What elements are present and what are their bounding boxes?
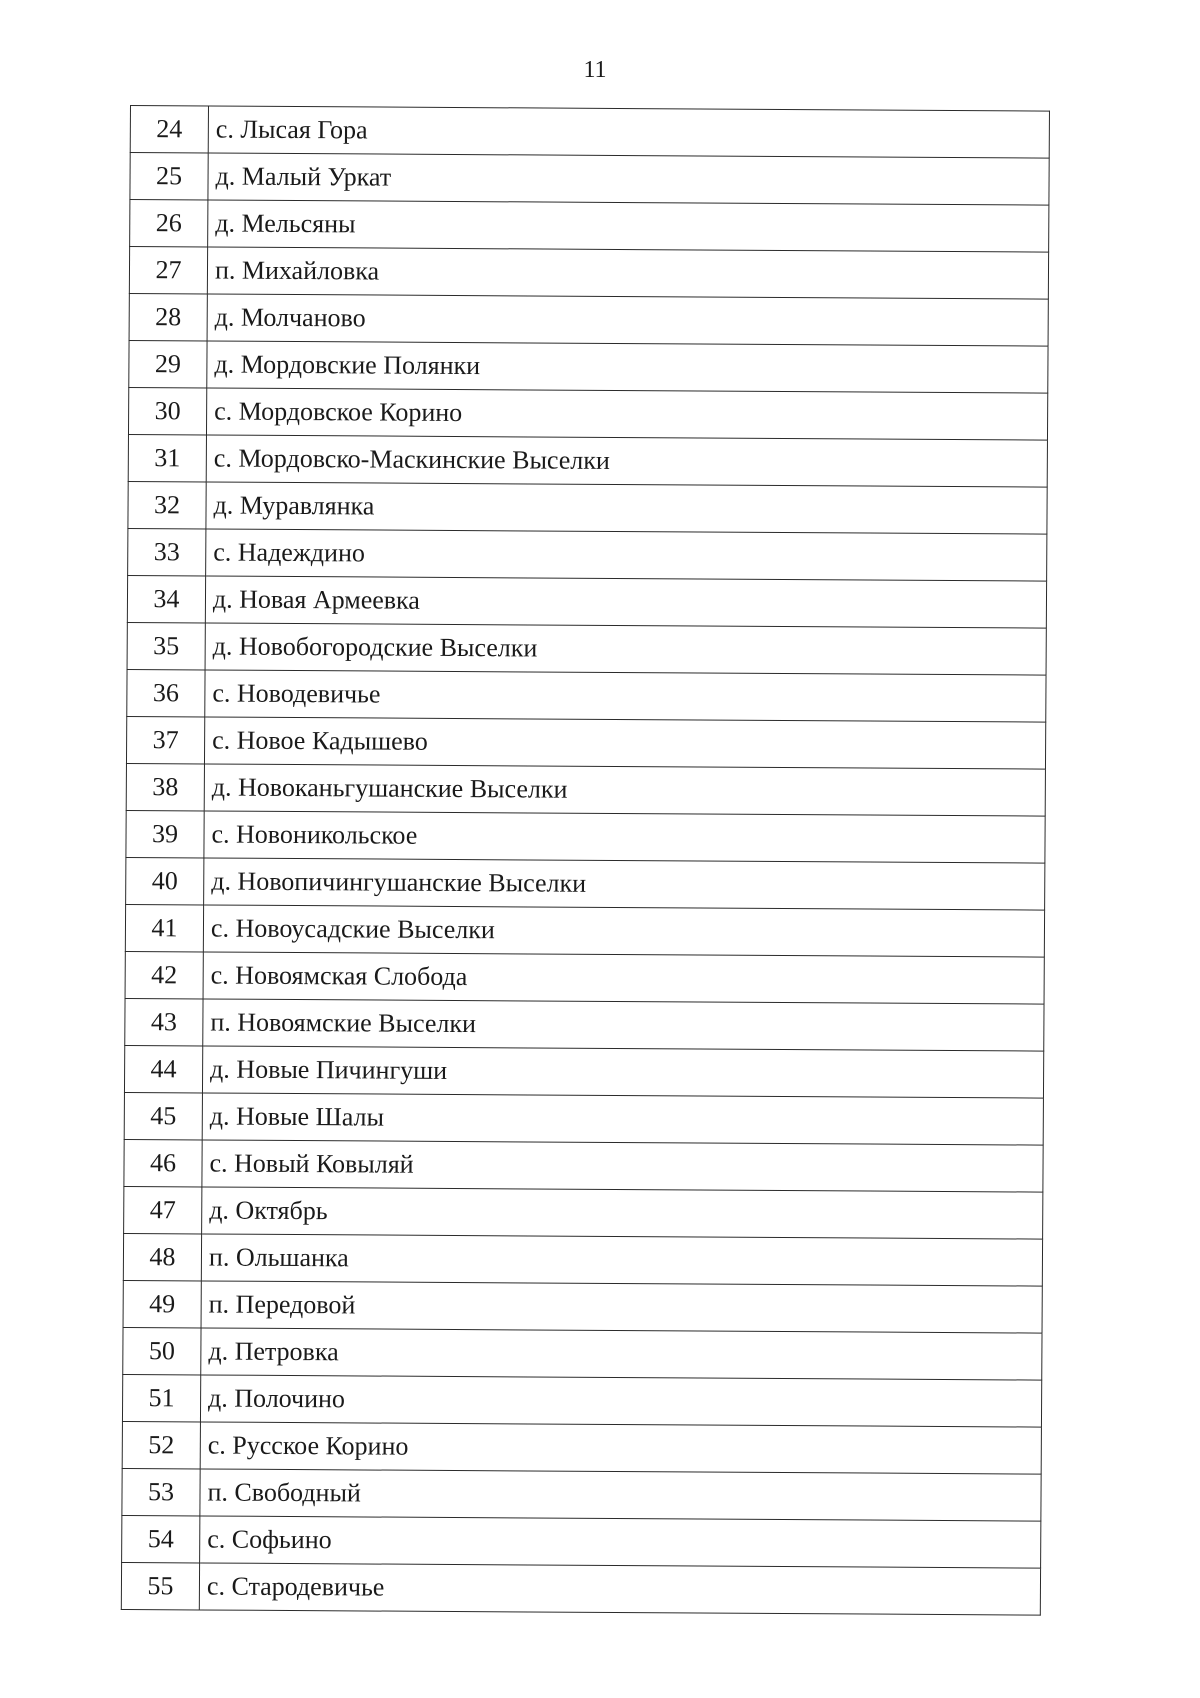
settlement-name-cell: д. Полочино	[200, 1375, 1041, 1427]
settlement-name-cell: д. Октябрь	[202, 1187, 1043, 1239]
settlement-name-cell: с. Новое Кадышево	[204, 717, 1045, 769]
settlement-name-cell: д. Новопичингушанские Выселки	[204, 858, 1045, 910]
page-number: 11	[583, 57, 607, 83]
table-row	[124, 1139, 1043, 1192]
settlement-name-cell: с. Надеждино	[206, 529, 1047, 581]
row-number-cell: 45	[124, 1092, 202, 1139]
table-row	[125, 904, 1044, 957]
table-row	[122, 1515, 1041, 1568]
row-number-cell: 35	[127, 622, 205, 669]
settlement-name-cell: с. Новоусадские Выселки	[203, 905, 1044, 957]
table-row	[124, 1092, 1043, 1145]
table-row	[129, 293, 1048, 346]
table-row	[126, 810, 1045, 863]
table-row	[130, 153, 1049, 206]
settlement-name-cell: с. Мордовско-Маскинские Выселки	[206, 435, 1047, 487]
settlement-name-cell: с. Новоникольское	[204, 811, 1045, 863]
settlement-name-cell: п. Новоямские Выселки	[203, 999, 1044, 1051]
row-number-cell: 28	[129, 293, 207, 340]
row-number-cell: 25	[130, 153, 208, 200]
table-row	[123, 1233, 1042, 1286]
table-row	[128, 481, 1047, 534]
settlements-table	[121, 105, 1050, 1616]
settlement-name-cell: д. Муравлянка	[206, 482, 1047, 534]
settlement-name-cell: п. Ольшанка	[201, 1234, 1042, 1286]
table-row	[128, 387, 1047, 440]
settlement-name-cell: д. Петровка	[201, 1328, 1042, 1380]
table-row	[124, 1186, 1043, 1239]
table-row	[123, 1280, 1042, 1333]
row-number-cell: 53	[122, 1468, 200, 1515]
settlement-name-cell: п. Михайловка	[207, 247, 1048, 299]
row-number-cell: 51	[122, 1374, 200, 1421]
row-number-cell: 30	[128, 387, 206, 434]
settlement-name-cell: с. Русское Корино	[200, 1422, 1041, 1474]
table-row	[126, 716, 1045, 769]
settlement-name-cell: с. Стародевичье	[199, 1563, 1040, 1615]
table-row	[129, 340, 1048, 393]
table-row	[128, 528, 1047, 581]
row-number-cell: 47	[124, 1186, 202, 1233]
settlement-name-cell: с. Новый Ковыляй	[202, 1140, 1043, 1192]
row-number-cell: 26	[130, 200, 208, 247]
settlement-name-cell: с. Софьино	[200, 1516, 1041, 1568]
row-number-cell: 49	[123, 1280, 201, 1327]
settlement-name-cell: с. Новоямская Слобода	[203, 952, 1044, 1004]
row-number-cell: 52	[122, 1421, 200, 1468]
settlement-name-cell: д. Новые Шалы	[202, 1093, 1043, 1145]
row-number-cell: 50	[123, 1327, 201, 1374]
row-number-cell: 32	[128, 481, 206, 528]
row-number-cell: 42	[125, 951, 203, 998]
row-number-cell: 37	[126, 716, 204, 763]
row-number-cell: 44	[124, 1045, 202, 1092]
settlement-name-cell: д. Малый Уркат	[208, 153, 1049, 205]
settlement-name-cell: д. Молчаново	[207, 294, 1048, 346]
row-number-cell: 31	[128, 434, 206, 481]
row-number-cell: 27	[129, 247, 207, 294]
settlement-name-cell: с. Мордовское Корино	[206, 388, 1047, 440]
table-row	[122, 1468, 1041, 1521]
table-row	[125, 998, 1044, 1051]
settlement-name-cell: д. Новая Армеевка	[205, 576, 1046, 628]
settlement-name-cell: д. Мельсяны	[208, 200, 1049, 252]
row-number-cell: 34	[127, 575, 205, 622]
table-row	[130, 200, 1049, 253]
table-row	[127, 575, 1046, 628]
settlement-name-cell: п. Передовой	[201, 1281, 1042, 1333]
row-number-cell: 40	[126, 857, 204, 904]
table-row	[127, 669, 1046, 722]
table-row	[127, 622, 1046, 675]
table-row	[130, 106, 1049, 159]
row-number-cell: 33	[128, 528, 206, 575]
table-row	[121, 1562, 1040, 1615]
table-row	[129, 247, 1048, 300]
row-number-cell: 46	[124, 1139, 202, 1186]
row-number-cell: 39	[126, 810, 204, 857]
row-number-cell: 41	[125, 904, 203, 951]
table-row	[122, 1421, 1041, 1474]
row-number-cell: 43	[125, 998, 203, 1045]
row-number-cell: 24	[130, 106, 208, 153]
table-row	[128, 434, 1047, 487]
row-number-cell: 29	[129, 340, 207, 387]
settlement-name-cell: д. Новые Пичингуши	[202, 1046, 1043, 1098]
table-row	[126, 763, 1045, 816]
table-row	[124, 1045, 1043, 1098]
row-number-cell: 54	[122, 1515, 200, 1562]
table-row	[126, 857, 1045, 910]
table-row	[125, 951, 1044, 1004]
row-number-cell: 38	[126, 763, 204, 810]
settlement-name-cell: п. Свободный	[200, 1469, 1041, 1521]
row-number-cell: 48	[123, 1233, 201, 1280]
row-number-cell: 36	[127, 669, 205, 716]
table-row	[122, 1374, 1041, 1427]
settlement-name-cell: д. Новоканьгушанские Выселки	[204, 764, 1045, 816]
settlements-table-body	[121, 106, 1049, 1616]
row-number-cell: 55	[121, 1562, 199, 1609]
settlement-name-cell: с. Новодевичье	[205, 670, 1046, 722]
settlement-name-cell: с. Лысая Гора	[208, 106, 1049, 158]
settlement-name-cell: д. Мордовские Полянки	[207, 341, 1048, 393]
table-row	[123, 1327, 1042, 1380]
settlement-name-cell: д. Новобогородские Выселки	[205, 623, 1046, 675]
